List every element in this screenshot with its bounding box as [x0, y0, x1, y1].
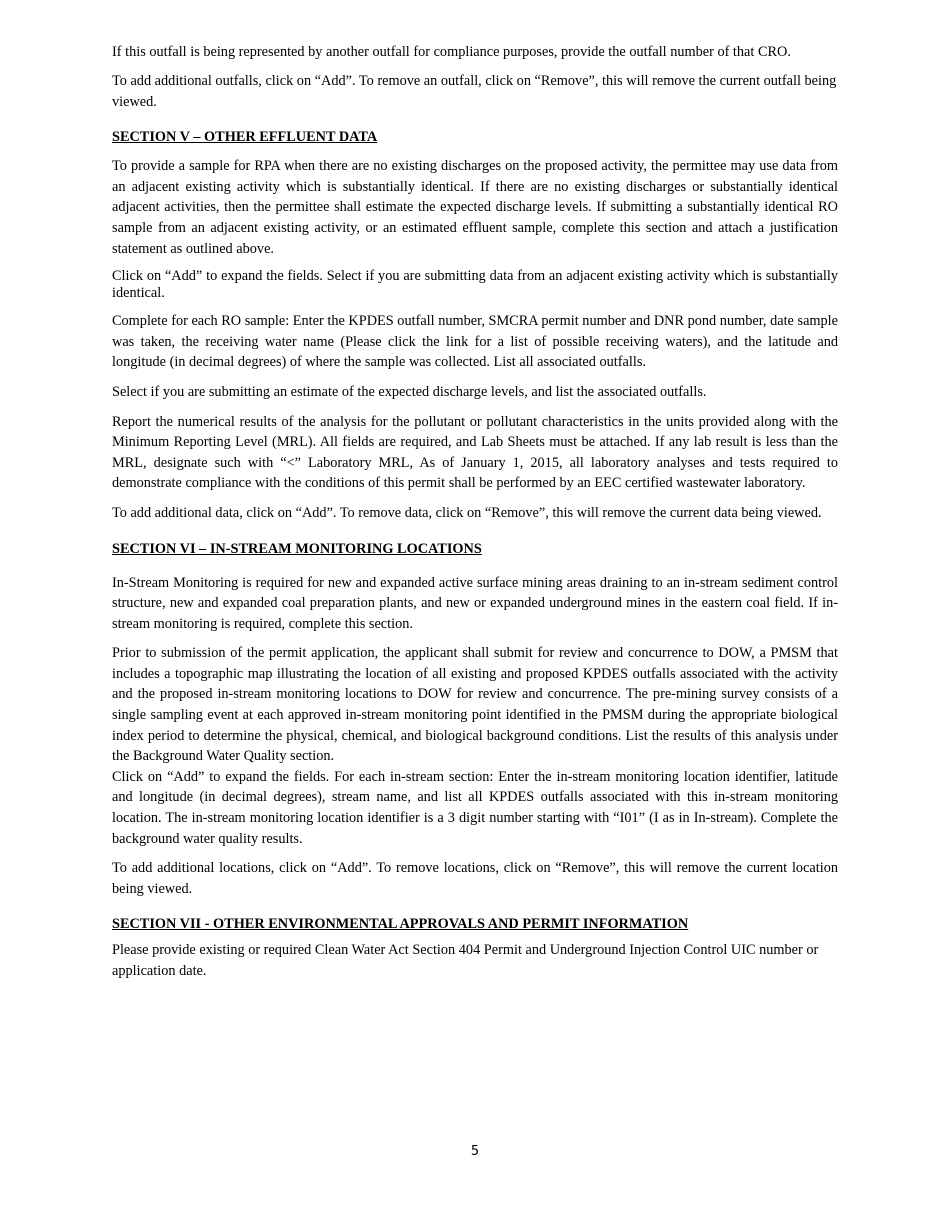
section-vii-heading: SECTION VII - OTHER ENVIRONMENTAL APPROVALS AND PERMIT INFORMATION — [112, 916, 689, 933]
section-vi-paragraph-click-add: Click on “Add” to expand the fields. For each in-stream section: Enter the in-stream monitoring location identifier, latitude and longitude (in decimal degrees), stream name, and list all KPDES outfalls associated with this in-stream monitoring location. The in-stream monitoring location identifier is a 3 digit number starting with “I01” (I as in In-stream). Complete the background water quality results. — [112, 768, 838, 847]
document-page — [112, 44, 838, 982]
section-v-paragraph-estimate: Select if you are submitting an estimate of the expected discharge levels, and list the associated outfalls. — [112, 383, 707, 400]
paragraph-add-outfalls: To add additional outfalls, click on “Add”. To remove an outfall, click on “Remove”, this will remove the current outfall being viewed. — [112, 73, 837, 110]
section-vi-paragraph-pmsm: Prior to submission of the permit application, the applicant shall submit for review and concurrence to DOW, a PMSM that includes a topographic map illustrating the location of all existing and proposed KPDES outfalls associated with the activity and the proposed in-stream monitoring locations to DOW for review and concurrence. The pre-mining survey consists of a single sampling event at each approved in-stream monitoring point identified in the PMSM during the appropriate biological index period to determine the physical, chemical, and biological background conditions. List the results of this analysis under the Background Water Quality section. — [112, 645, 838, 765]
page-number: 5 — [470, 1144, 480, 1159]
section-vi-heading: SECTION VI – IN-STREAM MONITORING LOCATIONS — [112, 540, 482, 557]
section-v-heading: SECTION V – OTHER EFFLUENT DATA — [112, 129, 378, 146]
section-vi-paragraph-add-locations: To add additional locations, click on “Add”. To remove locations, click on “Remove”, this will remove the current location being viewed. — [112, 860, 838, 897]
section-v-paragraph-results: Report the numerical results of the analysis for the pollutant or pollutant characteristics in the units provided along with the Minimum Reporting Level (MRL). All fields are required, and Lab Sheets must be attached. If any lab result is less than the MRL, designate such with “<” Laboratory MRL, As of January 1, 2015, all laboratory analyses and tests required to demonstrate compliance with the conditions of this permit shall be performed by an EEC certified wastewater laboratory. — [112, 413, 838, 492]
section-v-paragraph-ro-sample: Complete for each RO sample: Enter the KPDES outfall number, SMCRA permit number and DNR pond number, date sample was taken, the receiving water name (Please click the link for a list of possible receiving waters), and the latitude and longitude (in decimal degrees) of where the sample was collected. List all associated outfalls. — [112, 313, 838, 371]
section-v-paragraph-sample: To provide a sample for RPA when there are no existing discharges on the proposed activity, the permittee may use data from an adjacent existing activity which is substantially identical. If there are no existing discharges or substantially identical adjacent activities, then the permittee shall estimate the expected discharge levels. If submitting a substantially identical RO sample from an adjacent existing activity, or an estimated effluent sample, complete this section and attach a justification statement as outlined above. — [112, 158, 838, 257]
section-v-paragraph-add-data: To add additional data, click on “Add”. To remove data, click on “Remove”, this will remove the current data being viewed. — [112, 504, 822, 521]
section-vi-paragraph-requirement: In-Stream Monitoring is required for new and expanded active surface mining areas draining to an in-stream sediment control structure, new and expanded coal preparation plants, and new or expanded underground mines in the eastern coal field. If in-stream monitoring is required, complete this section. — [112, 574, 838, 632]
section-v-paragraph-click-add: Click on “Add” to expand the fields. Select if you are submitting data from an adjacent existing activity which is substantially identical. — [112, 268, 838, 302]
section-vii-paragraph-permits: Please provide existing or required Clean Water Act Section 404 Permit and Underground Injection Control UIC number or application date. — [112, 942, 819, 979]
paragraph-cro-outfall: If this outfall is being represented by another outfall for compliance purposes, provide the outfall number of that CRO. — [112, 44, 791, 60]
